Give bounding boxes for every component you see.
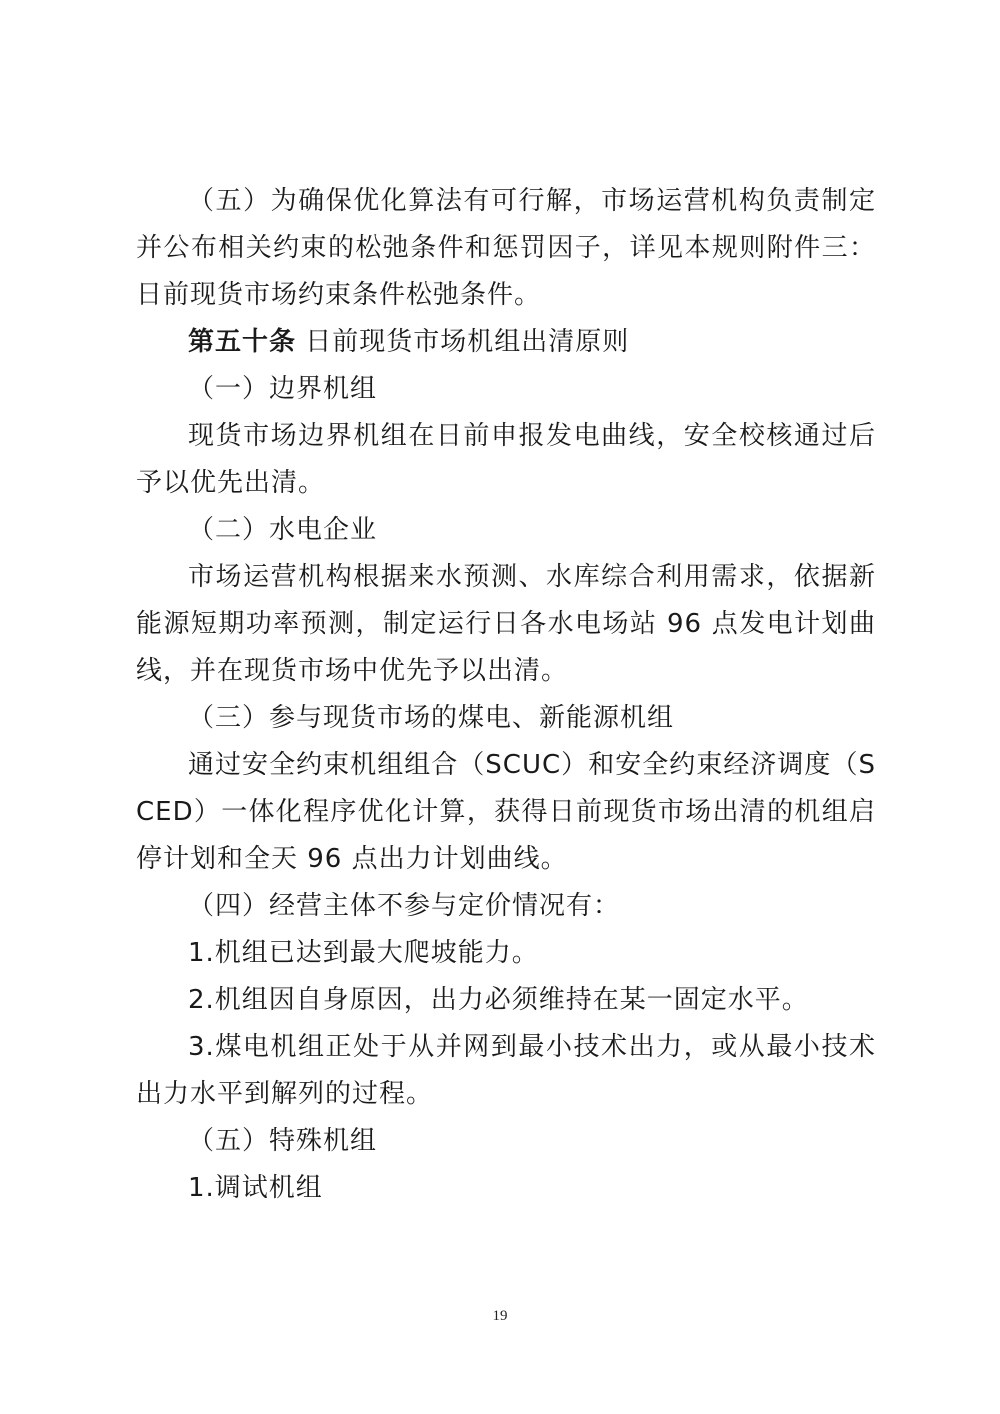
list-item-startup-shutdown: 3.煤电机组正处于从并网到最小技术出力，或从最小技术出力水平到解列的过程。 [136,1032,876,1109]
article-heading [136,319,876,366]
list-item-fixed-output: 2.机组因自身原因，出力必须维持在某一固定水平。 [188,985,809,1015]
page-number: 19 [492,1308,508,1324]
paragraph-boundary-units: 现货市场边界机组在日前申报发电曲线，安全校核通过后予以优先出清。 [136,421,876,498]
document-body [136,178,876,1212]
section-heading-non-pricing: （四）经营主体不参与定价情况有： [188,891,621,921]
article-number: 第五十条 [188,327,297,357]
list-item-ramp-limit: 1.机组已达到最大爬坡能力。 [188,938,539,968]
paragraph-relaxation-conditions: （五）为确保优化算法有可行解，市场运营机构负责制定并公布相关约束的松弛条件和惩罚因子，详见本规则附件三：日前现货市场约束条件松弛条件。 [136,186,876,310]
paragraph-scuc-sced: 通过安全约束机组组合（SCUC）和安全约束经济调度（SCED）一体化程序优化计算，获得日前现货市场出清的机组启停计划和全天 96 点出力计划曲线。 [136,750,876,874]
section-heading-hydro: （二）水电企业 [188,515,378,545]
section-heading-special-units: （五）特殊机组 [188,1126,378,1156]
section-heading-coal-new-energy: （三）参与现货市场的煤电、新能源机组 [188,703,675,733]
list-item-commissioning-units: 1.调试机组 [188,1173,323,1203]
paragraph-hydro: 市场运营机构根据来水预测、水库综合利用需求，依据新能源短期功率预测，制定运行日各水电场站 96 点发电计划曲线，并在现货市场中优先予以出清。 [136,562,876,686]
article-title: 日前现货市场机组出清原则 [296,327,630,357]
section-heading-boundary-units: （一）边界机组 [188,374,378,404]
